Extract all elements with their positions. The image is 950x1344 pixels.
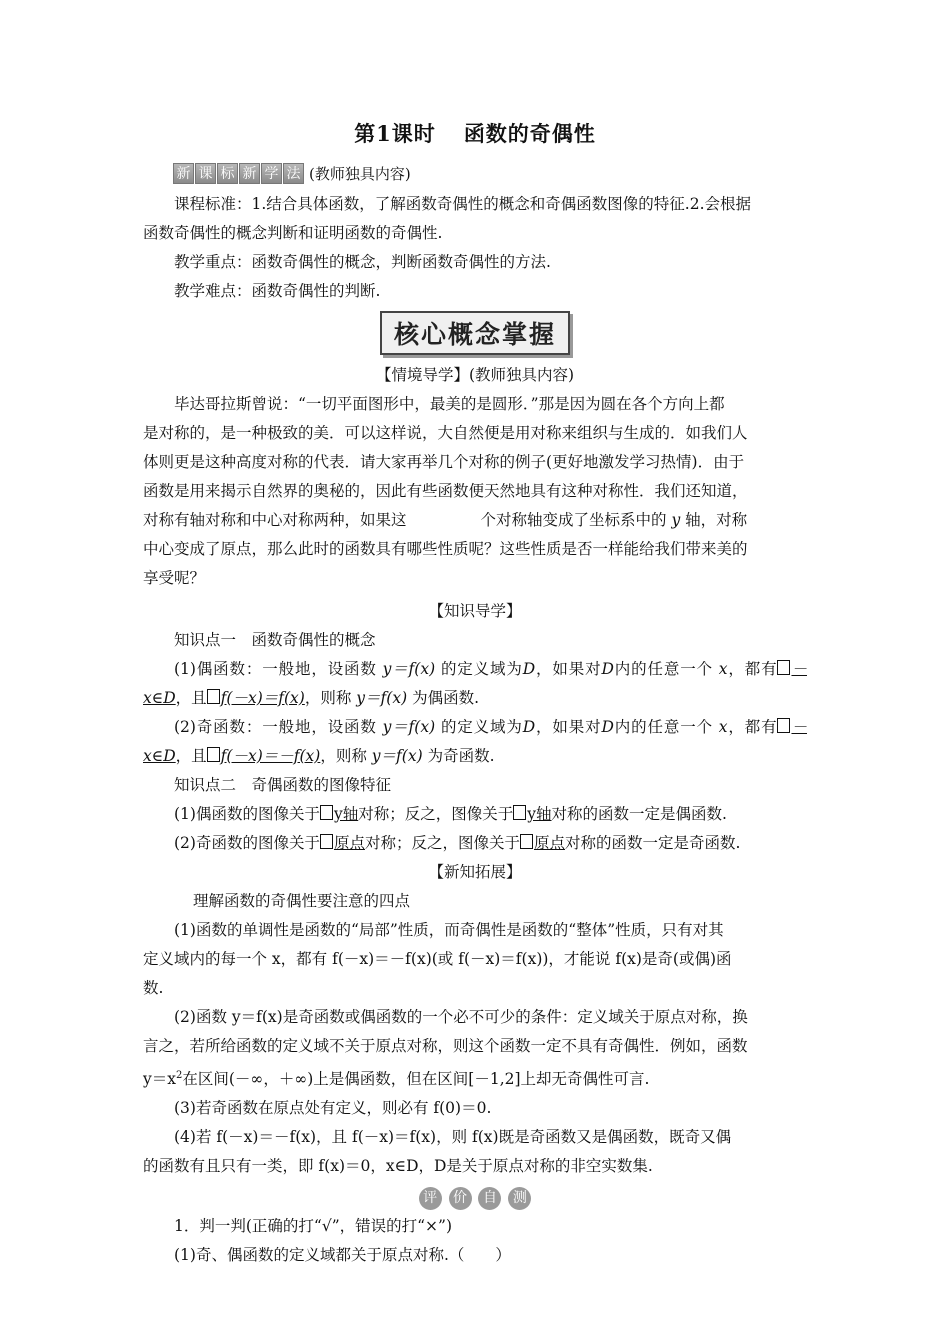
difficult-points: 教学难点：函数奇偶性的判断. [174, 282, 381, 300]
badge-tile: 学 [261, 163, 282, 184]
def-text: ，如果对 [535, 660, 602, 678]
y-variable: y [671, 511, 681, 529]
extension-item-1: 定义域内的每一个 x，都有 f(－x)＝－f(x)(或 f(－x)＝f(x))，才能说 f(x)是奇(或偶)函 [143, 950, 732, 968]
math-expr: －x∈D [143, 660, 807, 707]
situation-line: 是对称的，是一种极致的美．可以这样说，大自然便是用对称来组织与生成的．如我们人 [143, 424, 748, 442]
math-expr: D [522, 718, 536, 736]
def-text: (2)奇函数：一般地，设函数 [174, 718, 377, 736]
math-expr: －x∈D [143, 718, 807, 765]
blank-box-icon [320, 834, 333, 849]
blank-box-icon [320, 805, 333, 820]
badge-tile: 新 [173, 163, 194, 184]
key-points: 教学重点：函数奇偶性的概念，判断函数奇偶性的方法. [174, 253, 551, 271]
def-text: ，如果对 [535, 718, 602, 736]
def-text: (1)偶函数：一般地，设函数 [174, 660, 377, 678]
def-text: 对称的函数一定是奇函数. [565, 834, 741, 852]
extension-item-2 [143, 1061, 807, 1094]
def-text: 在区间(－∞，＋∞)上是偶函数，但在区间[－1,2]上却无奇偶性可言. [182, 1070, 650, 1089]
knowledge-point-1: 知识点一 函数奇偶性的概念 [174, 631, 376, 649]
lesson-title [143, 118, 807, 148]
def-text: 的定义域为 [440, 660, 523, 678]
badge-tile: 法 [283, 163, 304, 184]
situation-line: 函数是用来揭示自然界的奥秘的，因此有些函数便天然地具有这种对称性．我们还知道， [143, 482, 748, 500]
extension-item-3: (3)若奇函数在原点处有定义，则必有 f(0)＝0. [174, 1099, 492, 1118]
blank-box-icon [207, 747, 220, 762]
def-text: 的定义域为 [440, 718, 523, 736]
situation-line: 享受呢？ [143, 569, 206, 587]
math-expr: y＝f(x) [382, 718, 436, 736]
def-text: 内的任意一个 [613, 660, 713, 678]
question-1: 1．判一判(正确的打“√”，错误的打“×”) [174, 1217, 453, 1236]
def-text: (2)奇函数的图像关于 [174, 834, 320, 852]
def-text: (1)偶函数的图像关于 [174, 805, 320, 823]
situation-line: 中心变成了原点，那么此时的函数具有哪些性质呢？这些性质是否一样能给我们带来美的 [143, 540, 748, 558]
def-text: 对称的函数一定是偶函数. [551, 805, 727, 823]
exponent: 2 [176, 1070, 183, 1081]
def-text: y轴 [527, 805, 552, 823]
fill-blank-answer [320, 834, 365, 852]
fill-blank-answer [520, 834, 565, 852]
math-expr: D [601, 718, 614, 736]
knowledge-point-2: 知识点二 奇偶函数的图像特征 [174, 776, 392, 794]
odd-graph-feature [143, 829, 807, 858]
situation-line [143, 506, 807, 535]
blank-box-icon [777, 718, 790, 733]
def-text: ，且 [175, 689, 207, 707]
badge-note: (教师独具内容) [309, 164, 411, 183]
odd-function-definition [143, 713, 807, 771]
section-banner: 核心概念掌握 [380, 311, 570, 355]
situation-text: 轴，对称 [685, 511, 748, 529]
def-text: 原点 [333, 834, 365, 852]
extension-item-1: (1)函数的单调性是函数的“局部”性质，而奇偶性是函数的“整体”性质，只有对其 [174, 921, 724, 939]
standards-line: 课程标准：1.结合具体函数，了解函数奇偶性的概念和奇偶函数图像的特征.2.会根据 [174, 195, 752, 213]
self-test-tile: 评 [419, 1187, 442, 1210]
def-text: 对称；反之，图像关于 [364, 834, 520, 852]
lesson-topic: 函数的奇偶性 [463, 121, 596, 146]
def-text: 为偶函数. [412, 689, 479, 707]
document-page [143, 118, 807, 1270]
def-text: ，则称 [304, 689, 352, 707]
fill-blank-answer [207, 689, 305, 707]
blank-box-icon [777, 660, 790, 675]
blank-box-icon [207, 689, 220, 704]
fill-blank-answer [513, 805, 551, 823]
math-expr: f(－x)＝f(x) [220, 689, 305, 707]
new-curriculum-badge [173, 160, 807, 186]
fill-blank-answer [320, 805, 358, 823]
badge-tile: 新 [239, 163, 260, 184]
def-text: 对称；反之，图像关于 [358, 805, 514, 823]
def-text: 内的任意一个 [613, 718, 713, 736]
extension-item-4: (4)若 f(－x)＝－f(x)，且 f(－x)＝f(x)，则 f(x)既是奇函数又是偶函数，既奇又偶 [174, 1128, 732, 1147]
badge-tile: 标 [217, 163, 238, 184]
def-text: ，则称 [320, 747, 367, 765]
knowledge-heading: 【知识导学】 [428, 602, 522, 620]
question-1-1: (1)奇、偶函数的定义域都关于原点对称.（ ） [174, 1246, 511, 1265]
situation-line: 体则更是这种高度对称的代表．请大家再举几个对称的例子(更好地激发学习热情)．由于 [143, 453, 745, 471]
extension-item-4: 的函数有且只有一类，即 f(x)＝0，x∈D，D是关于原点对称的非空实数集. [143, 1157, 653, 1176]
def-text: 为奇函数. [427, 747, 495, 765]
math-expr: x [718, 660, 728, 678]
def-text: ，且 [175, 747, 207, 765]
extension-item-1: 数. [143, 979, 164, 997]
math-expr: y＝f(x) [382, 660, 436, 678]
blank-box-icon [513, 805, 526, 820]
section-banner-wrap [143, 311, 807, 355]
extension-item-2: 言之，若所给函数的定义域不关于原点对称，则这个函数一定不具有奇偶性．例如，函数 [143, 1037, 748, 1055]
self-test-tile: 价 [449, 1187, 472, 1210]
math-expr: y＝x [143, 1070, 176, 1089]
def-text: ，都有 [727, 718, 778, 736]
self-test-tile: 测 [508, 1187, 531, 1210]
badge-tile: 课 [195, 163, 216, 184]
self-test-tile: 自 [478, 1187, 501, 1210]
lesson-number: 第1课时 [354, 121, 436, 146]
extension-intro: 理解函数的奇偶性要注意的四点 [193, 892, 411, 910]
math-expr: D [601, 660, 614, 678]
extension-heading: 【新知拓展】 [428, 863, 522, 881]
math-expr: y＝f(x) [371, 747, 423, 765]
standards-line: 函数奇偶性的概念判断和证明函数的奇偶性. [143, 224, 443, 242]
situation-text: 个对称轴变成了坐标系中的 [480, 511, 667, 529]
fill-blank-answer [207, 747, 321, 765]
def-text: y轴 [333, 805, 359, 823]
even-graph-feature [143, 800, 807, 829]
math-expr: D [522, 660, 536, 678]
math-expr: f(－x)＝－f(x) [220, 747, 321, 765]
situation-text: 对称有轴对称和中心对称两种，如果这 [143, 511, 407, 529]
self-test-badge [143, 1187, 807, 1210]
situation-line: 毕达哥拉斯曾说：“一切平面图形中，最美的是圆形．”那是因为圆在各个方向上都 [174, 395, 725, 413]
situation-heading: 【情境导学】(教师独具内容) [375, 366, 575, 384]
math-expr: x [718, 718, 728, 736]
extension-item-2: (2)函数 y＝f(x)是奇函数或偶函数的一个必不可少的条件：定义域关于原点对称，换 [174, 1008, 748, 1026]
even-function-definition [143, 655, 807, 713]
def-text: ，都有 [727, 660, 778, 678]
math-expr: y＝f(x) [356, 689, 408, 707]
def-text: 原点 [534, 834, 566, 852]
blank-box-icon [520, 834, 533, 849]
